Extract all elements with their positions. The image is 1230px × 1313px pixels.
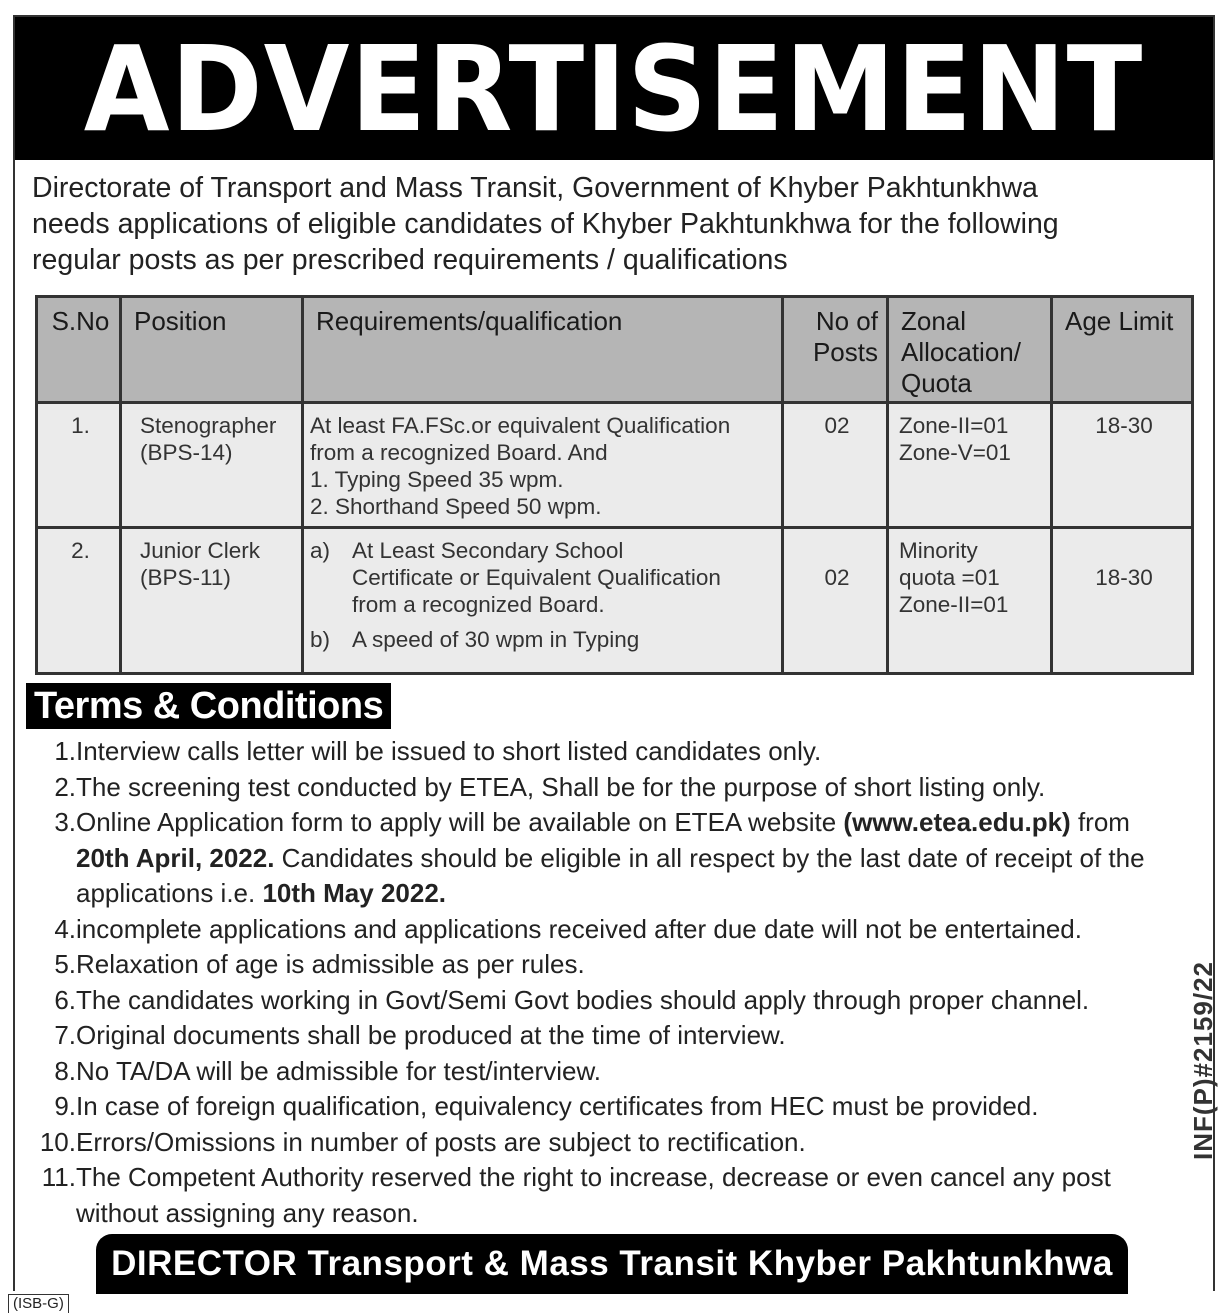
zonal-line: Zone-II=01 bbox=[899, 413, 1009, 438]
term-text: The Competent Authority reserved the right to increase, decrease or even cancel any post without assigning any reason. bbox=[76, 1162, 1111, 1228]
cell-sno: 1. bbox=[37, 403, 121, 528]
terms-heading: Terms & Conditions bbox=[26, 683, 391, 729]
requirement-line: A speed of 30 wpm in Typing bbox=[352, 627, 640, 652]
list-item bbox=[38, 1054, 1158, 1090]
cell-requirements bbox=[303, 403, 783, 528]
requirement-line: At least FA.FSc.or equivalent Qualification bbox=[310, 413, 731, 438]
zonal-line: Minority bbox=[899, 538, 978, 563]
terms-list bbox=[38, 734, 1158, 1231]
cell-posts: 02 bbox=[783, 403, 888, 528]
list-item bbox=[38, 912, 1158, 948]
term-number: 11. bbox=[41, 1162, 76, 1192]
cell-requirements bbox=[303, 528, 783, 674]
term-text-part: Online Application form to apply will be available on ETEA website bbox=[76, 807, 844, 837]
list-item bbox=[38, 983, 1158, 1019]
intro-line: needs applications of eligible candidates of Khyber Pakhtunkhwa for the following bbox=[32, 208, 1059, 240]
term-text: In case of foreign qualification, equivalency certificates from HEC must be provided. bbox=[76, 1091, 1039, 1121]
cell-age: 18-30 bbox=[1052, 528, 1193, 674]
requirement-marker: a) bbox=[310, 538, 331, 563]
header-posts-line: No of bbox=[815, 306, 878, 336]
date-to: 10th May 2022. bbox=[262, 878, 447, 908]
position-scale: (BPS-11) bbox=[140, 565, 231, 590]
term-number: 4. bbox=[54, 913, 76, 944]
term-number: 1. bbox=[54, 736, 76, 766]
header-posts-line: Posts bbox=[812, 337, 878, 367]
intro-line: Directorate of Transport and Mass Transit, Government of Khyber Pakhtunkhwa bbox=[32, 172, 1038, 204]
header-requirements: Requirements/qualification bbox=[303, 297, 783, 403]
term-text: Errors/Omissions in number of posts are subject to rectification. bbox=[76, 1126, 806, 1157]
requirement-marker: b) bbox=[310, 627, 331, 652]
header-zonal-line: Allocation/ bbox=[901, 337, 1021, 367]
term-text-part: Candidates should be eligible in all respect by the last date of receipt of the applications i.e. bbox=[76, 842, 1145, 908]
posts-table bbox=[35, 295, 1194, 675]
term-text: The candidates working in Govt/Semi Govt bodies should apply through proper channel. bbox=[76, 984, 1090, 1015]
list-item bbox=[38, 947, 1158, 983]
term-text: No TA/DA will be admissible for test/interview. bbox=[76, 1055, 602, 1086]
list-item bbox=[38, 1018, 1158, 1054]
intro-line: regular posts as per prescribed requirements / qualifications bbox=[32, 244, 788, 276]
list-item bbox=[38, 1125, 1158, 1161]
position-name: Junior Clerk bbox=[140, 538, 261, 563]
requirement-line: 1. Typing Speed 35 wpm. bbox=[310, 467, 564, 492]
header-sno: S.No bbox=[37, 297, 121, 403]
list-item bbox=[38, 734, 1158, 770]
list-item bbox=[38, 770, 1158, 806]
header-position: Position bbox=[121, 297, 303, 403]
cell-zonal bbox=[888, 403, 1052, 528]
term-number: 6. bbox=[54, 984, 76, 1015]
cell-age: 18-30 bbox=[1052, 403, 1193, 528]
advertisement-title: ADVERTISEMENT bbox=[84, 19, 1144, 158]
zonal-line: quota =01 bbox=[899, 565, 1000, 590]
requirement-item bbox=[310, 537, 775, 618]
reference-code: INF(P)#2159/22 bbox=[1188, 961, 1218, 1160]
header-zonal-line: Quota bbox=[901, 368, 972, 398]
term-text: The screening test conducted by ETEA, Shall be for the purpose of short listing only. bbox=[76, 771, 1046, 802]
cell-position bbox=[121, 403, 303, 528]
header-age-limit: Age Limit bbox=[1052, 297, 1193, 403]
term-number: 8. bbox=[54, 1055, 76, 1086]
cell-posts: 02 bbox=[783, 528, 888, 674]
term-number: 5. bbox=[54, 949, 76, 979]
cell-sno: 2. bbox=[37, 528, 121, 674]
term-number: 9. bbox=[54, 1091, 76, 1121]
website-link[interactable]: (www.etea.edu.pk) bbox=[843, 807, 1071, 837]
position-scale: (BPS-14) bbox=[140, 440, 233, 465]
list-item bbox=[38, 1160, 1158, 1231]
cell-position bbox=[121, 528, 303, 674]
term-text: incomplete applications and applications received after due date will not be entertained. bbox=[76, 913, 1082, 944]
requirement-line: from a recognized Board. And bbox=[310, 440, 608, 465]
isb-code: (ISB-G) bbox=[8, 1294, 69, 1313]
requirement-line: At Least Secondary School bbox=[352, 538, 624, 563]
term-text bbox=[76, 805, 1158, 912]
list-item bbox=[38, 805, 1158, 912]
table-row bbox=[37, 403, 1193, 528]
header-no-of-posts bbox=[783, 297, 888, 403]
term-text-part: from bbox=[1070, 807, 1130, 837]
term-number: 3. bbox=[54, 807, 76, 837]
requirement-line: 2. Shorthand Speed 50 wpm. bbox=[310, 494, 602, 519]
table-row bbox=[37, 528, 1193, 674]
requirement-item bbox=[310, 626, 775, 653]
term-number: 10. bbox=[39, 1126, 76, 1157]
term-text: Relaxation of age is admissible as per rules. bbox=[76, 949, 585, 979]
term-text: Interview calls letter will be issued to short listed candidates only. bbox=[76, 736, 822, 766]
header-zonal-line: Zonal bbox=[901, 306, 967, 336]
requirement-line: from a recognized Board. bbox=[352, 592, 605, 617]
advertisement-banner bbox=[15, 17, 1213, 160]
zonal-line: Zone-II=01 bbox=[899, 592, 1009, 617]
cell-zonal bbox=[888, 528, 1052, 674]
table-header-row bbox=[37, 297, 1193, 403]
position-name: Stenographer bbox=[140, 413, 277, 438]
requirement-line: Certificate or Equivalent Qualification bbox=[352, 565, 721, 590]
intro-paragraph bbox=[32, 170, 1192, 278]
header-zonal-allocation bbox=[888, 297, 1052, 403]
list-item bbox=[38, 1089, 1158, 1125]
date-from: 20th April, 2022. bbox=[76, 842, 275, 873]
zonal-line: Zone-V=01 bbox=[899, 440, 1011, 465]
footer-signatory: DIRECTOR Transport & Mass Transit Khyber Pakhtunkhwa bbox=[96, 1234, 1128, 1294]
term-number: 2. bbox=[54, 771, 76, 802]
term-number: 7. bbox=[54, 1020, 76, 1050]
requirement-text bbox=[352, 537, 721, 618]
term-text: Original documents shall be produced at the time of interview. bbox=[76, 1020, 786, 1050]
